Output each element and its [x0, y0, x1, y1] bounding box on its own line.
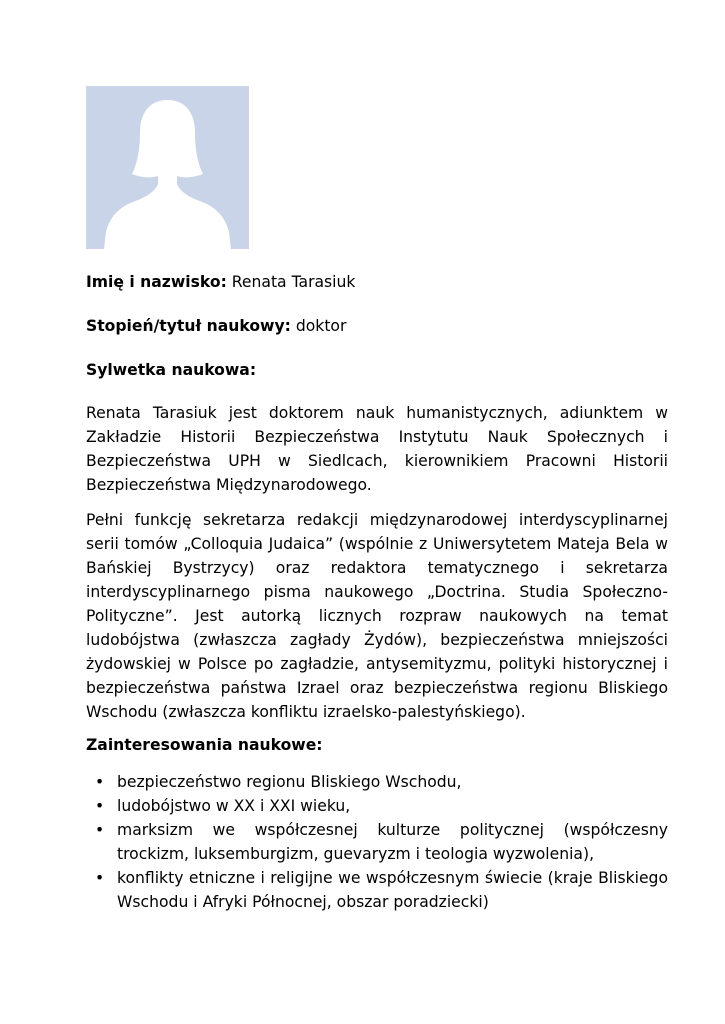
bullet-icon: • [95, 869, 105, 887]
document-page [86, 86, 668, 914]
name-line [86, 271, 668, 293]
list-item [86, 818, 668, 866]
bullet-icon: • [95, 821, 105, 839]
bio-paragraph-1: Renata Tarasiuk jest doktorem nauk humanistycznych, adiunktem w Zakładzie Historii Bezpieczeństwa Instytutu Nauk Społecznych i Bezpieczeństwa UPH w Siedlcach, kierownikiem Pracowni Historii Bezpieczeństwa Międzynarodowego. [86, 404, 668, 494]
name-value: Renata Tarasiuk [231, 273, 356, 291]
profile-heading [86, 359, 668, 381]
avatar [86, 86, 249, 249]
degree-value: doktor [295, 317, 347, 335]
list-item [86, 866, 668, 914]
interests-list [86, 770, 668, 914]
degree-label: Stopień/tytuł naukowy: [86, 317, 291, 335]
list-item-text: konflikty etniczne i religijne we współczesnym świecie (kraje Bliskiego Wschodu i Afryki Północnej, obszar poradziecki) [117, 869, 668, 911]
person-silhouette-icon [86, 86, 249, 249]
list-item-text: marksizm we współczesnej kulturze politycznej (współczesny trockizm, luksemburgizm, guevaryzm i teologia wyzwolenia), [117, 821, 668, 863]
list-item [86, 794, 668, 818]
bullet-icon: • [95, 797, 105, 815]
bullet-icon: • [95, 773, 105, 791]
list-item-text: bezpieczeństwo regionu Bliskiego Wschodu, [117, 773, 462, 791]
degree-line [86, 315, 668, 337]
list-item [86, 770, 668, 794]
name-label: Imię i nazwisko: [86, 273, 227, 291]
bio-paragraph-2: Pełni funkcję sekretarza redakcji międzynarodowej interdyscyplinarnej serii tomów „Colloquia Judaica” (wspólnie z Uniwersytetem Mateja Bela w Bańskiej Bystrzycy) oraz redaktora tematycznego i sekretarza interdyscyplinarnego pisma naukowego „Doctrina. Studia Społeczno-Polityczne”. Jest autorką licznych rozpraw naukowych na temat ludobójstwa (zwłaszcza zagłady Żydów), bezpieczeństwa mniejszości żydowskiej w Polsce po zagładzie, antysemityzmu, polityki historycznej i bezpieczeństwa państwa Izrael oraz bezpieczeństwa regionu Bliskiego Wschodu (zwłaszcza konfliktu izraelsko-palestyńskiego). [86, 511, 668, 721]
interests-heading: Zainteresowania naukowe: [86, 736, 323, 754]
profile-heading-text: Sylwetka naukowa: [86, 361, 257, 379]
list-item-text: ludobójstwo w XX i XXI wieku, [117, 797, 351, 815]
